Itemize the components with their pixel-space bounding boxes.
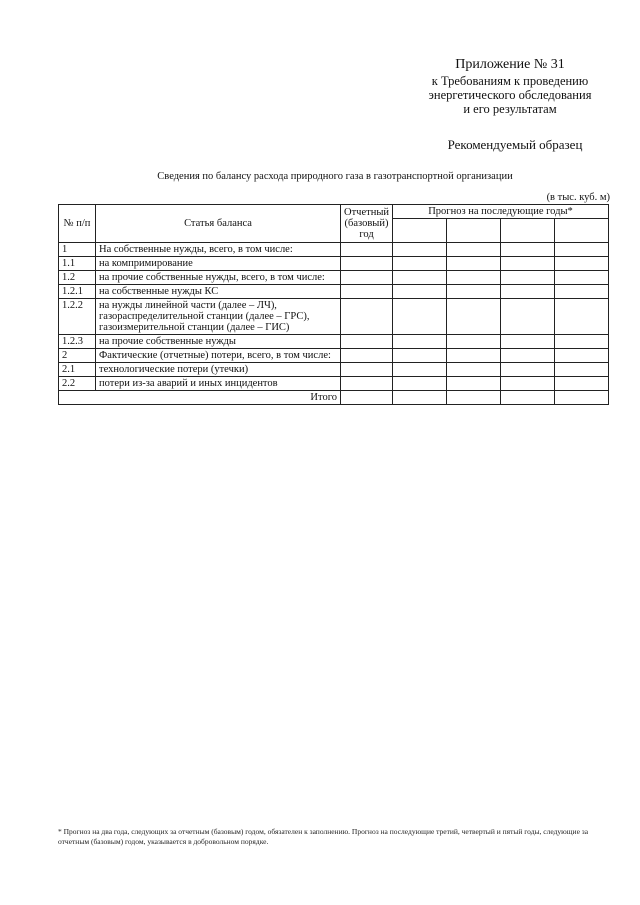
table-header-row (59, 205, 609, 219)
appendix-header (404, 58, 616, 116)
header-num: № п/п (59, 205, 96, 243)
forecast-cell (501, 335, 555, 349)
forecast-cell (501, 257, 555, 271)
table-row (59, 243, 609, 257)
forecast-cell (501, 271, 555, 285)
forecast-cell (555, 257, 609, 271)
forecast-cell (555, 363, 609, 377)
forecast-cell (393, 335, 447, 349)
forecast-cell (393, 363, 447, 377)
forecast-cell (393, 257, 447, 271)
forecast-cell (447, 243, 501, 257)
row-num: 2.2 (59, 377, 96, 391)
row-label: на нужды линейной части (далее – ЛЧ), газораспределительной станции (далее – ГРС), газоизмерительной станции (далее – ГИС) (96, 299, 341, 335)
forecast-cell (447, 257, 501, 271)
forecast-year-4-cell (555, 219, 609, 243)
balance-table (58, 204, 609, 405)
forecast-year-2-cell (447, 219, 501, 243)
table-row (59, 335, 609, 349)
recommended-sample-label: Рекомендуемый образец (447, 137, 583, 152)
row-num: 1 (59, 243, 96, 257)
row-label: На собственные нужды, всего, в том числе: (96, 243, 341, 257)
forecast-cell (393, 299, 447, 335)
forecast-cell (501, 349, 555, 363)
row-num: 2.1 (59, 363, 96, 377)
row-label: технологические потери (утечки) (96, 363, 341, 377)
forecast-cell (555, 335, 609, 349)
reported-cell (341, 257, 393, 271)
table-row (59, 363, 609, 377)
forecast-cell (393, 243, 447, 257)
forecast-cell (555, 299, 609, 335)
document-title: Сведения по балансу расхода природного газа в газотранспортной организации (157, 171, 513, 182)
reported-cell (341, 349, 393, 363)
table-row (59, 285, 609, 299)
reported-cell (341, 285, 393, 299)
appendix-number: Приложение № 31 (455, 57, 565, 72)
total-row (59, 391, 609, 405)
appendix-line-3: и его результатам (463, 102, 557, 116)
header-reported-year: Отчетный (базовый) год (341, 205, 393, 243)
reported-cell (341, 377, 393, 391)
forecast-cell (555, 391, 609, 405)
table-row (59, 377, 609, 391)
row-num: 2 (59, 349, 96, 363)
forecast-cell (447, 285, 501, 299)
table-row (59, 349, 609, 363)
appendix-line-2: энергетического обследования (428, 88, 592, 102)
table-row (59, 257, 609, 271)
forecast-cell (555, 285, 609, 299)
forecast-cell (447, 299, 501, 335)
row-label: на собственные нужды КС (96, 285, 341, 299)
reported-cell (341, 243, 393, 257)
header-forecast: Прогноз на последующие годы* (393, 205, 609, 219)
table-row (59, 299, 609, 335)
forecast-year-3-cell (501, 219, 555, 243)
table-row (59, 271, 609, 285)
row-label: потери из-за аварий и иных инцидентов (96, 377, 341, 391)
forecast-cell (393, 377, 447, 391)
footnote: * Прогноз на два года, следующих за отчетным (базовым) годом, обязателен к заполнению. Прогноз на последующие третий, четвертый и пятый годы, следующие за отчетным (базовым) годом, указывается в добровольном порядке. (58, 827, 589, 846)
reported-cell (341, 299, 393, 335)
forecast-cell (501, 285, 555, 299)
forecast-year-1-cell (393, 219, 447, 243)
forecast-cell (447, 391, 501, 405)
row-label: на прочие собственные нужды, всего, в том числе: (96, 271, 341, 285)
forecast-cell (393, 391, 447, 405)
forecast-cell (555, 377, 609, 391)
forecast-cell (393, 271, 447, 285)
forecast-cell (447, 363, 501, 377)
forecast-cell (447, 377, 501, 391)
forecast-cell (555, 243, 609, 257)
forecast-cell (555, 349, 609, 363)
total-label: Итого (59, 391, 341, 405)
row-num: 1.2 (59, 271, 96, 285)
forecast-cell (501, 377, 555, 391)
row-num: 1.1 (59, 257, 96, 271)
reported-cell (341, 363, 393, 377)
row-label: Фактические (отчетные) потери, всего, в том числе: (96, 349, 341, 363)
forecast-cell (447, 349, 501, 363)
row-num: 1.2.1 (59, 285, 96, 299)
forecast-cell (501, 299, 555, 335)
row-label: на компримирование (96, 257, 341, 271)
forecast-cell (393, 349, 447, 363)
reported-cell (341, 335, 393, 349)
row-label: на прочие собственные нужды (96, 335, 341, 349)
reported-cell (341, 391, 393, 405)
appendix-line-1: к Требованиям к проведению (431, 74, 589, 88)
forecast-cell (447, 271, 501, 285)
forecast-cell (393, 285, 447, 299)
forecast-cell (501, 363, 555, 377)
forecast-cell (501, 243, 555, 257)
forecast-cell (555, 271, 609, 285)
row-num: 1.2.2 (59, 299, 96, 335)
header-item: Статья баланса (96, 205, 341, 243)
forecast-cell (501, 391, 555, 405)
forecast-cell (447, 335, 501, 349)
row-num: 1.2.3 (59, 335, 96, 349)
units-label: (в тыс. куб. м) (546, 192, 610, 203)
reported-cell (341, 271, 393, 285)
